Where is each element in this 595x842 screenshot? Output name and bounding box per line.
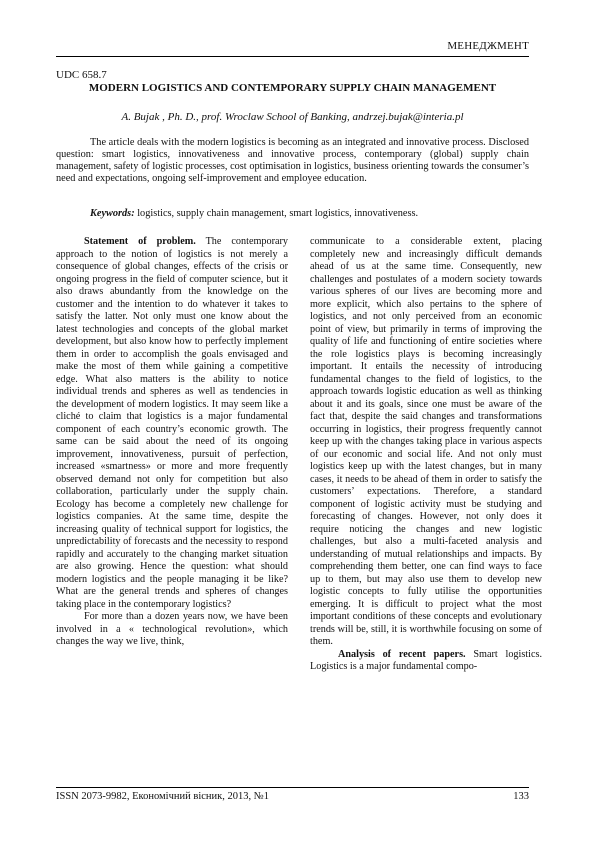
paragraph-text: The contemporary approach to the notion of logistics is not merely a consequence of global changes, effects of the crisis or ongoing progress in the field of computer science, but it also draws abundantly from the knowledge on the customer and the intention to do whatever it takes to satisfy the latter. Not only must one know about the latest technologies and concepts of the global market development, but also know how to perfectly implement them in order to accomplish the goals envisaged and make the most of them while gaining a competitive edge. What also matters is the ability to notice individual trends and spheres as well as tendencies in the development of modern logistics. It may seem like a cliché to claim that logistics is a major fundamental component of each country’s economic growth. The same can be said about the need of its ongoing improvement, innovativeness, pursuit of perfection, increased «smartness» or more and more frequently observed demand not only for competition but also collaboration, particularly under the supply chain. Ecology has become a completely new challenge for logistics companies. At the same time, despite the increasing quality of technical support for logistics, the unpredictability of forecasts and the necessity to respond rapidly and accurately to the changing market situation are also growing. Hence the question: what should modern logistics and the people managing it be like? What are the general trends and spheres of changes taking place in the contemporary logistics? xyxy=(56,236,288,610)
paragraph: For more than a dozen years now, we have been involved in a « technological revolution», which changes the way we live, think, xyxy=(56,611,288,647)
article-authors: A. Bujak , Ph. D., prof. Wroclaw School of Banking, andrzej.bujak@interia.pl xyxy=(121,111,464,123)
paragraph xyxy=(310,649,542,674)
body-column-left xyxy=(56,236,288,649)
article-title: MODERN LOGISTICS AND CONTEMPORARY SUPPLY CHAIN MANAGEMENT xyxy=(88,82,497,94)
footer-rule xyxy=(56,787,529,788)
page-number: 133 xyxy=(513,791,529,802)
keywords-text: logistics, supply chain management, smart logistics, innovativeness. xyxy=(134,208,419,219)
paragraph: communicate to a considerable extent, placing completely new and increasingly difficult demands ahead of us at the same time. Consequently, new challenges and postulates of a modern society towards various spheres of our lives are becoming more and more explicit, which also pertains to the sphere of logistics, and not only perceived from an economic point of view, but primarily in terms of improving the quality of life and functioning of entire societies where the role logistics plays is becoming increasingly important. It entails the necessity of introducing fundamental changes to the field of logistics, to the approach towards logistic education as well as thinking about it and its goals, since one must be aware of the fact that, despite the said changes and transformations occurring in logistics, their progress frequently cannot keep up with the changes taking place in various aspects of our economic and social life. And not only must logistics keep up with the latest changes, but in many cases, it needs to be ahead of them in order to satisfy the customers’ expectations. Therefore, a standard component of logistic activity must be studying and forecasting of changes. However, not only does it require noticing the changes and new logistic challenges, but also a multi-faceted analysis and understanding of mutual relationships and impacts. By comprehending them better, one can find ways to face up to them, but may also use them to develop new logistic concepts to fully utilise the opportunities emerging. It is difficult to project what the most important conditions of these concepts and evolutionary trends will be, still, it is worthwhile focusing on some of them. xyxy=(310,236,542,647)
paragraph xyxy=(56,236,288,611)
body-column-right xyxy=(310,236,542,674)
keywords-label: Keywords: xyxy=(90,208,135,219)
paragraph-text: Smart logistics. Logistics is a major fundamental compo- xyxy=(310,648,543,672)
abstract xyxy=(56,137,529,185)
footer-journal: ISSN 2073-9982, Економічний вісник, 2013, №1 xyxy=(56,791,269,802)
keywords xyxy=(56,208,529,220)
udc-code: UDC 658.7 xyxy=(56,69,107,81)
section-heading: Analysis of recent papers. xyxy=(338,648,466,660)
abstract-text: The article deals with the modern logistics is becoming as an integrated and innovative process. Disclosed question: smart logistics, innovativeness and innovative process, contemporary (global) supply chain management, safety of logistic processes, cost optimisation in logistics, business orienting towards the consumer’s need and expectations, ongoing self-improvement and employee education. xyxy=(56,137,529,185)
header-rule xyxy=(56,56,529,57)
section-heading: Statement of problem. xyxy=(84,236,196,247)
running-header-section: МЕНЕДЖМЕНТ xyxy=(447,40,529,52)
